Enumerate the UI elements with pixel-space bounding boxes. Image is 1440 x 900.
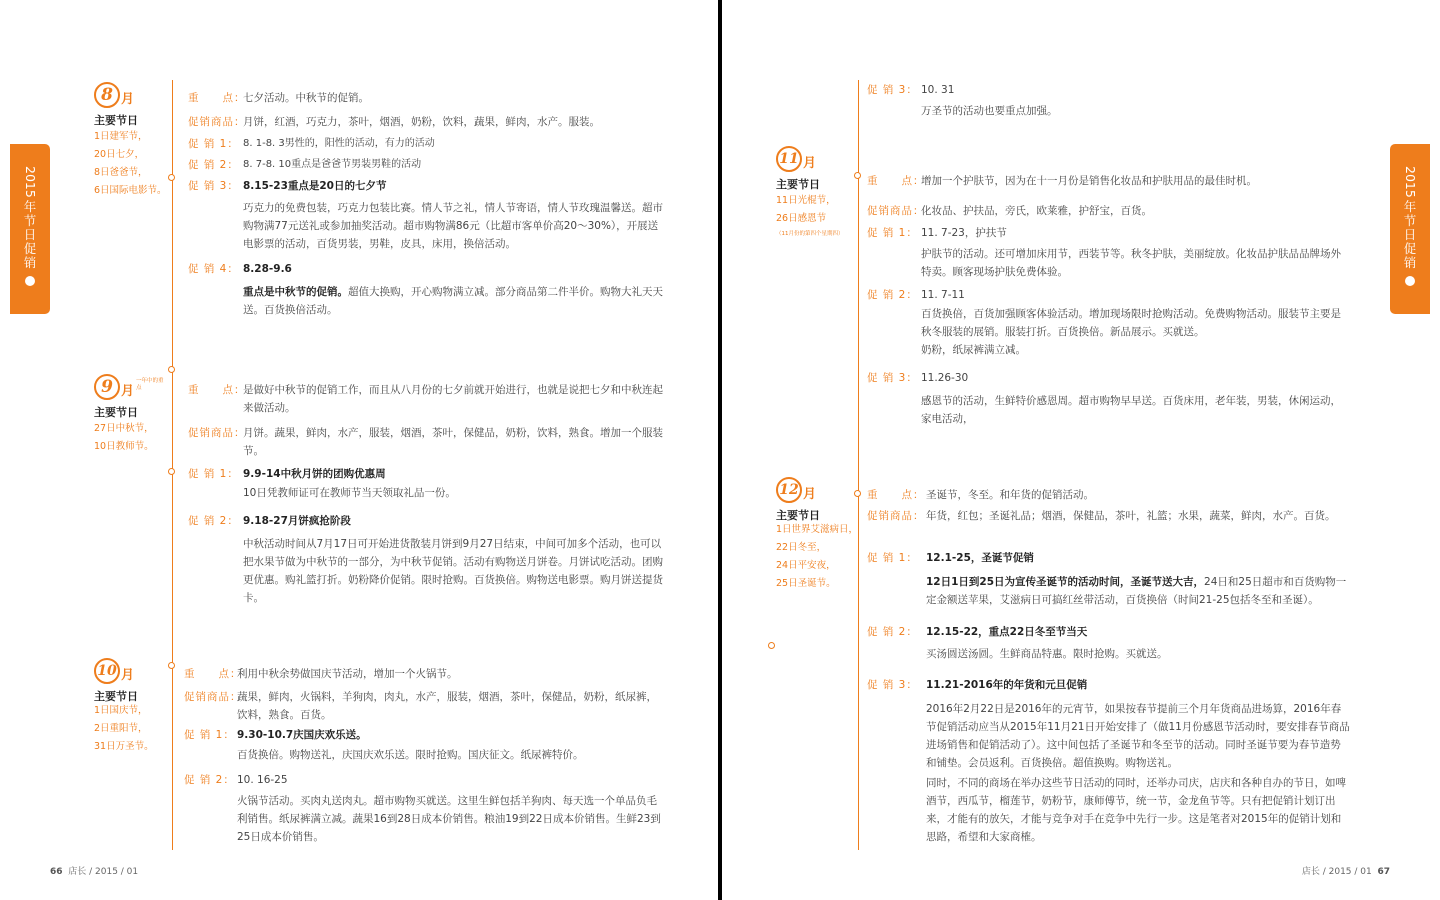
timeline-dot <box>854 490 861 497</box>
holidays-title: 主要节日 <box>94 114 138 127</box>
goods-text: 年货，红包；圣诞礼品；烟酒，保健品，茶叶，礼篮；水果，蔬菜，鲜肉，水产。百货。 <box>926 510 1336 522</box>
goods-label: 促销商品： <box>188 116 246 128</box>
timeline-line <box>172 80 173 850</box>
tab-char: 日 <box>1403 226 1417 242</box>
promo-body: 百货换倍。购物送礼，庆国庆欢乐送。限时抢购。国庆征文。纸尿裤特价。 <box>237 749 584 761</box>
holiday-item: 31日万圣节。 <box>94 741 154 752</box>
promo-body: 巧克力的免费包装，巧克力包装比赛。情人节之礼，情人节寄语，情人节玫瑰温馨送。超市购物满77元送礼或参加抽奖活动。超市购物满86元（比超市客单价高20～30%），开展送电影票的活动，百货男装，男鞋，皮具，床用，换倍活动。 <box>243 202 663 250</box>
holiday-item: 25日圣诞节。 <box>776 578 836 589</box>
holiday-item: 1日世界艾滋病日， <box>776 524 859 535</box>
month-suffix: 月 <box>121 384 135 399</box>
promo-heading: 11. 7-23，护扶节 <box>921 227 1007 239</box>
month-note: 一年中的重点 <box>136 378 164 391</box>
tab-char: 年 <box>1403 198 1417 214</box>
holiday-list <box>94 128 167 200</box>
focus-text: 利用中秋余势做国庆节活动，增加一个火锅节。 <box>237 668 458 680</box>
holiday-list <box>94 420 154 456</box>
promo-label: 促 销 1： <box>188 468 239 480</box>
promo-body: 护肤节的活动。还可增加床用节，西装节等。秋冬护肤，美丽绽放。化妆品护肤品品牌场外特卖。顾客现场护肤免费体验。 <box>921 248 1341 278</box>
promo-heading: 10. 16-25 <box>237 774 288 786</box>
tab-char: 日 <box>23 226 37 242</box>
holiday-list <box>776 192 844 240</box>
promo-label: 促 销 2： <box>188 515 239 527</box>
focus-text: 圣诞节，冬至。和年货的促销活动。 <box>926 489 1094 501</box>
tab-char: 销 <box>1403 254 1417 270</box>
promo-body: 2016年2月22日是2016年的元宵节，如果按春节提前三个月年货商品进场算，2016年春节促销活动应当从2015年11月21日开始安排了（做11月份感恩节活动时，要安排春节商品进场销售和促销活动了）。这中间包括了圣诞节和冬至节的活动。同时圣诞节要为春节造势和铺垫。会员返利。百货换倍。超值换购。购物送礼。 <box>926 703 1350 769</box>
holiday-item: 22日冬至， <box>776 542 827 553</box>
focus-label: 重 点： <box>188 384 246 396</box>
promo-body: 中秋活动时间从7月17日可开始进货散装月饼到9月27日结束，中间可加多个活动，也可以把水果节做为中秋节的一部分，为中秋节促销。活动有购物送月饼卷。月饼试吃活动。团购更优惠。购礼篮打折。奶粉降价促销。限时抢购。百货换倍。购物送电影票。购月饼送提货卡。 <box>243 538 663 604</box>
holiday-list <box>776 521 858 593</box>
promo-heading: 12.1-25，圣诞节促销 <box>926 552 1034 564</box>
month-suffix: 月 <box>803 487 817 502</box>
promo-label: 促 销 4： <box>188 263 239 275</box>
focus-label: 重 点： <box>188 92 246 104</box>
promo-heading: 9.30-10.7庆国庆欢乐送。 <box>237 729 367 741</box>
focus-text: 增加一个护肤节，因为在十一月份是销售化妆品和护肤用品的最佳时机。 <box>921 175 1257 187</box>
promo-heading: 11. 7-11 <box>921 289 965 301</box>
month-number: 10 <box>94 658 120 684</box>
left-page <box>0 0 718 900</box>
holidays-title: 主要节日 <box>776 509 820 522</box>
tab-title <box>10 166 50 270</box>
focus-label: 重 点： <box>867 489 925 501</box>
timeline-dot <box>854 172 861 179</box>
section-tab-right <box>1390 144 1430 314</box>
promo-body: 奶粉，纸尿裤满立减。 <box>921 344 1026 356</box>
page-number: 67 <box>1377 867 1390 877</box>
timeline-dot <box>168 174 175 181</box>
promo-heading: 11.26-30 <box>921 372 969 384</box>
holiday-item: 8日爸爸节， <box>94 167 148 178</box>
timeline-dot <box>168 366 175 373</box>
tab-year: 2015 <box>1403 166 1418 198</box>
holiday-item: 24日平安夜， <box>776 560 836 571</box>
tab-title <box>1390 166 1430 270</box>
promo-body <box>926 573 1351 609</box>
holiday-item: 2日重阳节， <box>94 723 148 734</box>
goods-label: 促销商品： <box>867 205 925 217</box>
tab-char: 促 <box>23 240 37 256</box>
body-text: 超值大换购，开心购物满立减。部分商品第二件半价。购物大礼天天送。百货换倍活动。 <box>243 286 663 316</box>
body-text: 24日和25日超市和百货购物一定金额送苹果，艾滋病日可搞红丝带活动，百货换倍（时间21-25包括冬至和圣诞）。 <box>926 576 1347 606</box>
right-page <box>722 0 1440 900</box>
promo-label: 促 销 2： <box>867 289 918 301</box>
month-number: 11 <box>776 146 802 172</box>
month-suffix: 月 <box>121 668 135 683</box>
emphasis-text: 重点是中秋节的促销。 <box>243 286 348 298</box>
promo-body: 火锅节活动。买肉丸送肉丸。超市购物买就送。这里生鲜包括羊狗肉、每天选一个单品负毛利销售。纸尿裤满立减。蔬果16到28日成本价销售。粮油19到22日成本价销售。生鲜23到25日成本价销售。 <box>237 795 661 843</box>
tab-char: 节 <box>1403 212 1417 228</box>
promo-label: 促 销 1： <box>188 138 239 150</box>
footer-text: 店长 / 2015 / 01 <box>68 867 139 877</box>
promo-heading: 9.18-27月饼疯抢阶段 <box>243 515 351 527</box>
promo-body: 百货换倍，百货加强顾客体验活动。增加现场限时抢购活动。免费购物活动。服装节主要是秋冬服装的展销。服装打折。百货换倍。新品展示。买就送。 <box>921 308 1341 338</box>
promo-label: 促 销 2： <box>188 159 239 171</box>
goods-label: 促销商品： <box>867 510 925 522</box>
focus-label: 重 点： <box>867 175 925 187</box>
promo-label: 促 销 3： <box>867 84 918 96</box>
focus-label: 重 点： <box>184 668 242 680</box>
promo-heading: 8.15-23重点是20日的七夕节 <box>243 180 387 192</box>
promo-body: 10日凭教师证可在教师节当天领取礼品一份。 <box>243 487 456 499</box>
footer-text: 店长 / 2015 / 01 <box>1301 867 1372 877</box>
timeline-dot <box>168 662 175 669</box>
goods-text: 月饼，红酒，巧克力，茶叶，烟酒，奶粉，饮料，蔬果，鲜肉，水产。服装。 <box>243 116 600 128</box>
tab-char: 销 <box>23 254 37 270</box>
promo-body: 万圣节的活动也要重点加强。 <box>921 105 1058 117</box>
promo-heading: 11.21-2016年的年货和元旦促销 <box>926 679 1088 691</box>
promo-label: 促 销 2： <box>184 774 235 786</box>
timeline-dot <box>768 642 775 649</box>
tab-year: 2015 <box>23 166 38 198</box>
holidays-title: 主要节日 <box>94 690 138 703</box>
holiday-item: 20日七夕， <box>94 149 145 160</box>
promo-text: 8. 1-8. 3男性的，阳性的活动，有力的活动 <box>243 138 435 149</box>
promo-label: 促 销 3： <box>867 679 918 691</box>
holidays-title: 主要节日 <box>776 178 820 191</box>
month-suffix: 月 <box>803 156 817 171</box>
holidays-title: 主要节日 <box>94 406 138 419</box>
holiday-item: 1日国庆节， <box>94 705 148 716</box>
promo-heading: 10. 31 <box>921 84 955 96</box>
promo-label: 促 销 3： <box>867 372 918 384</box>
month-suffix: 月 <box>121 92 135 107</box>
page-footer <box>50 864 138 877</box>
goods-label: 促销商品： <box>184 691 242 703</box>
holiday-item: 11日光棍节， <box>776 195 836 206</box>
goods-text: 月饼。蔬果，鲜肉，水产，服装，烟酒，茶叶，保健品，奶粉，饮料，熟食。增加一个服装节。 <box>243 427 663 457</box>
promo-heading: 8.28-9.6 <box>243 263 292 275</box>
month-number: 8 <box>94 82 120 108</box>
promo-label: 促 销 2： <box>867 626 918 638</box>
month-number: 9 <box>94 374 120 400</box>
promo-label: 促 销 3： <box>188 180 239 192</box>
section-tab-left <box>10 144 50 314</box>
tab-char: 促 <box>1403 240 1417 256</box>
promo-label: 促 销 1： <box>867 552 918 564</box>
emphasis-text: 12日1日到25日为宣传圣诞节的活动时间，圣诞节送大吉， <box>926 576 1205 588</box>
focus-text: 七夕活动。中秋节的促销。 <box>243 92 369 104</box>
holiday-list <box>94 702 154 756</box>
timeline-line <box>858 80 859 850</box>
page-number: 66 <box>50 867 63 877</box>
promo-body: 买汤圆送汤圆。生鲜商品特惠。限时抢购。买就送。 <box>926 648 1168 660</box>
goods-text: 化妆品、护扶品，旁氏，欧莱雅，护舒宝，百货。 <box>921 205 1152 217</box>
promo-label: 促 销 1： <box>867 227 918 239</box>
promo-body: 感恩节的活动，生鲜特价感恩周。超市购物早早送。百货床用，老年装，男装，休闲运动，家电活动， <box>921 395 1341 425</box>
promo-label: 促 销 1： <box>184 729 235 741</box>
month-number: 12 <box>776 477 802 503</box>
tab-char: 年 <box>23 198 37 214</box>
holiday-item: 27日中秋节， <box>94 423 154 434</box>
goods-text: 蔬果，鲜肉，火锅料，羊狗肉，肉丸，水产，服装，烟酒，茶叶，保健品，奶粉，纸尿裤，饮料，熟食。百货。 <box>237 691 657 721</box>
focus-text: 是做好中秋节的促销工作，而且从八月份的七夕前就开始进行，也就是说把七夕和中秋连起来做活动。 <box>243 384 663 414</box>
promo-heading: 12.15-22，重点22日冬至节当天 <box>926 626 1088 638</box>
holiday-item: 6日国际电影节。 <box>94 185 167 196</box>
lantern-icon <box>1405 276 1415 286</box>
goods-label: 促销商品： <box>188 427 246 439</box>
holiday-item: 1日建军节， <box>94 131 148 142</box>
promo-text: 8. 7-8. 10重点是爸爸节男装男鞋的活动 <box>243 159 422 170</box>
lantern-icon <box>25 276 35 286</box>
holiday-item: 10日教师节。 <box>94 441 154 452</box>
holiday-item: 26日感恩节 <box>776 213 827 224</box>
tab-char: 节 <box>23 212 37 228</box>
holiday-note: （11月份的第四个星期四） <box>776 231 844 237</box>
page-footer <box>1302 864 1390 877</box>
promo-body <box>243 283 668 319</box>
promo-body: 同时，不同的商场在举办这些节日活动的同时，还举办司庆，店庆和各种自办的节日，如啤酒节，西瓜节，榴莲节，奶粉节，康师傅节，统一节，金龙鱼节等。只有把促销计划订出来，才能有的放矢，才能与竞争对手在竞争中先行一步。这是笔者对2015年的促销计划和思路，希望和大家商榷。 <box>926 777 1346 843</box>
timeline-dot <box>168 468 175 475</box>
promo-heading: 9.9-14中秋月饼的团购优惠周 <box>243 468 386 480</box>
